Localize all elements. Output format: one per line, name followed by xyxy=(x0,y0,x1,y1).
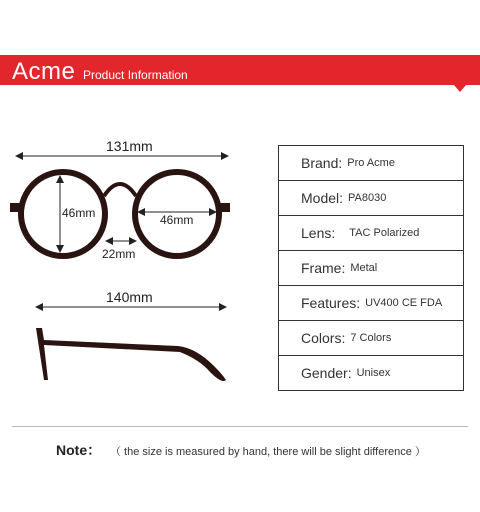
spec-value: 7 Colors xyxy=(350,332,392,344)
spec-table xyxy=(278,145,464,391)
spec-key: Colors: xyxy=(301,330,346,346)
spec-key: Model: xyxy=(301,190,344,206)
total-width-label: 131mm xyxy=(106,138,153,154)
spec-value: UV400 CE FDA xyxy=(365,297,443,309)
note-label: Note： xyxy=(56,442,102,458)
spec-row-lens xyxy=(278,215,464,251)
bridge-label: 22mm xyxy=(102,247,136,261)
temple-side-view xyxy=(36,328,226,381)
divider xyxy=(12,426,468,427)
spec-key: Brand: xyxy=(301,155,343,171)
spec-key: Gender: xyxy=(301,365,352,381)
spec-row-brand xyxy=(278,145,464,181)
front-frame xyxy=(10,172,230,256)
spec-key: Lens: xyxy=(301,225,336,241)
note-text: （ the size is measured by hand, there will be slight difference ） xyxy=(110,446,426,458)
spec-value: Unisex xyxy=(356,367,391,379)
lens-height-label: 46mm xyxy=(62,206,96,220)
spec-value: TAC Polarized xyxy=(349,227,420,239)
lens-width-label: 46mm xyxy=(160,213,194,227)
spec-row-colors xyxy=(278,320,464,356)
spec-value: Pro Acme xyxy=(347,157,395,169)
spec-value: Metal xyxy=(350,262,378,274)
spec-value: PA8030 xyxy=(348,192,387,204)
spec-row-frame xyxy=(278,250,464,286)
spec-row-features xyxy=(278,285,464,321)
temple-length-label: 140mm xyxy=(106,289,153,305)
brand-logo-text: Acme xyxy=(12,58,76,85)
spec-row-model xyxy=(278,180,464,216)
header-subtitle: Product Information xyxy=(83,68,188,82)
spec-key: Features: xyxy=(301,295,361,311)
spec-row-gender xyxy=(278,355,464,391)
spec-key: Frame: xyxy=(301,260,346,276)
